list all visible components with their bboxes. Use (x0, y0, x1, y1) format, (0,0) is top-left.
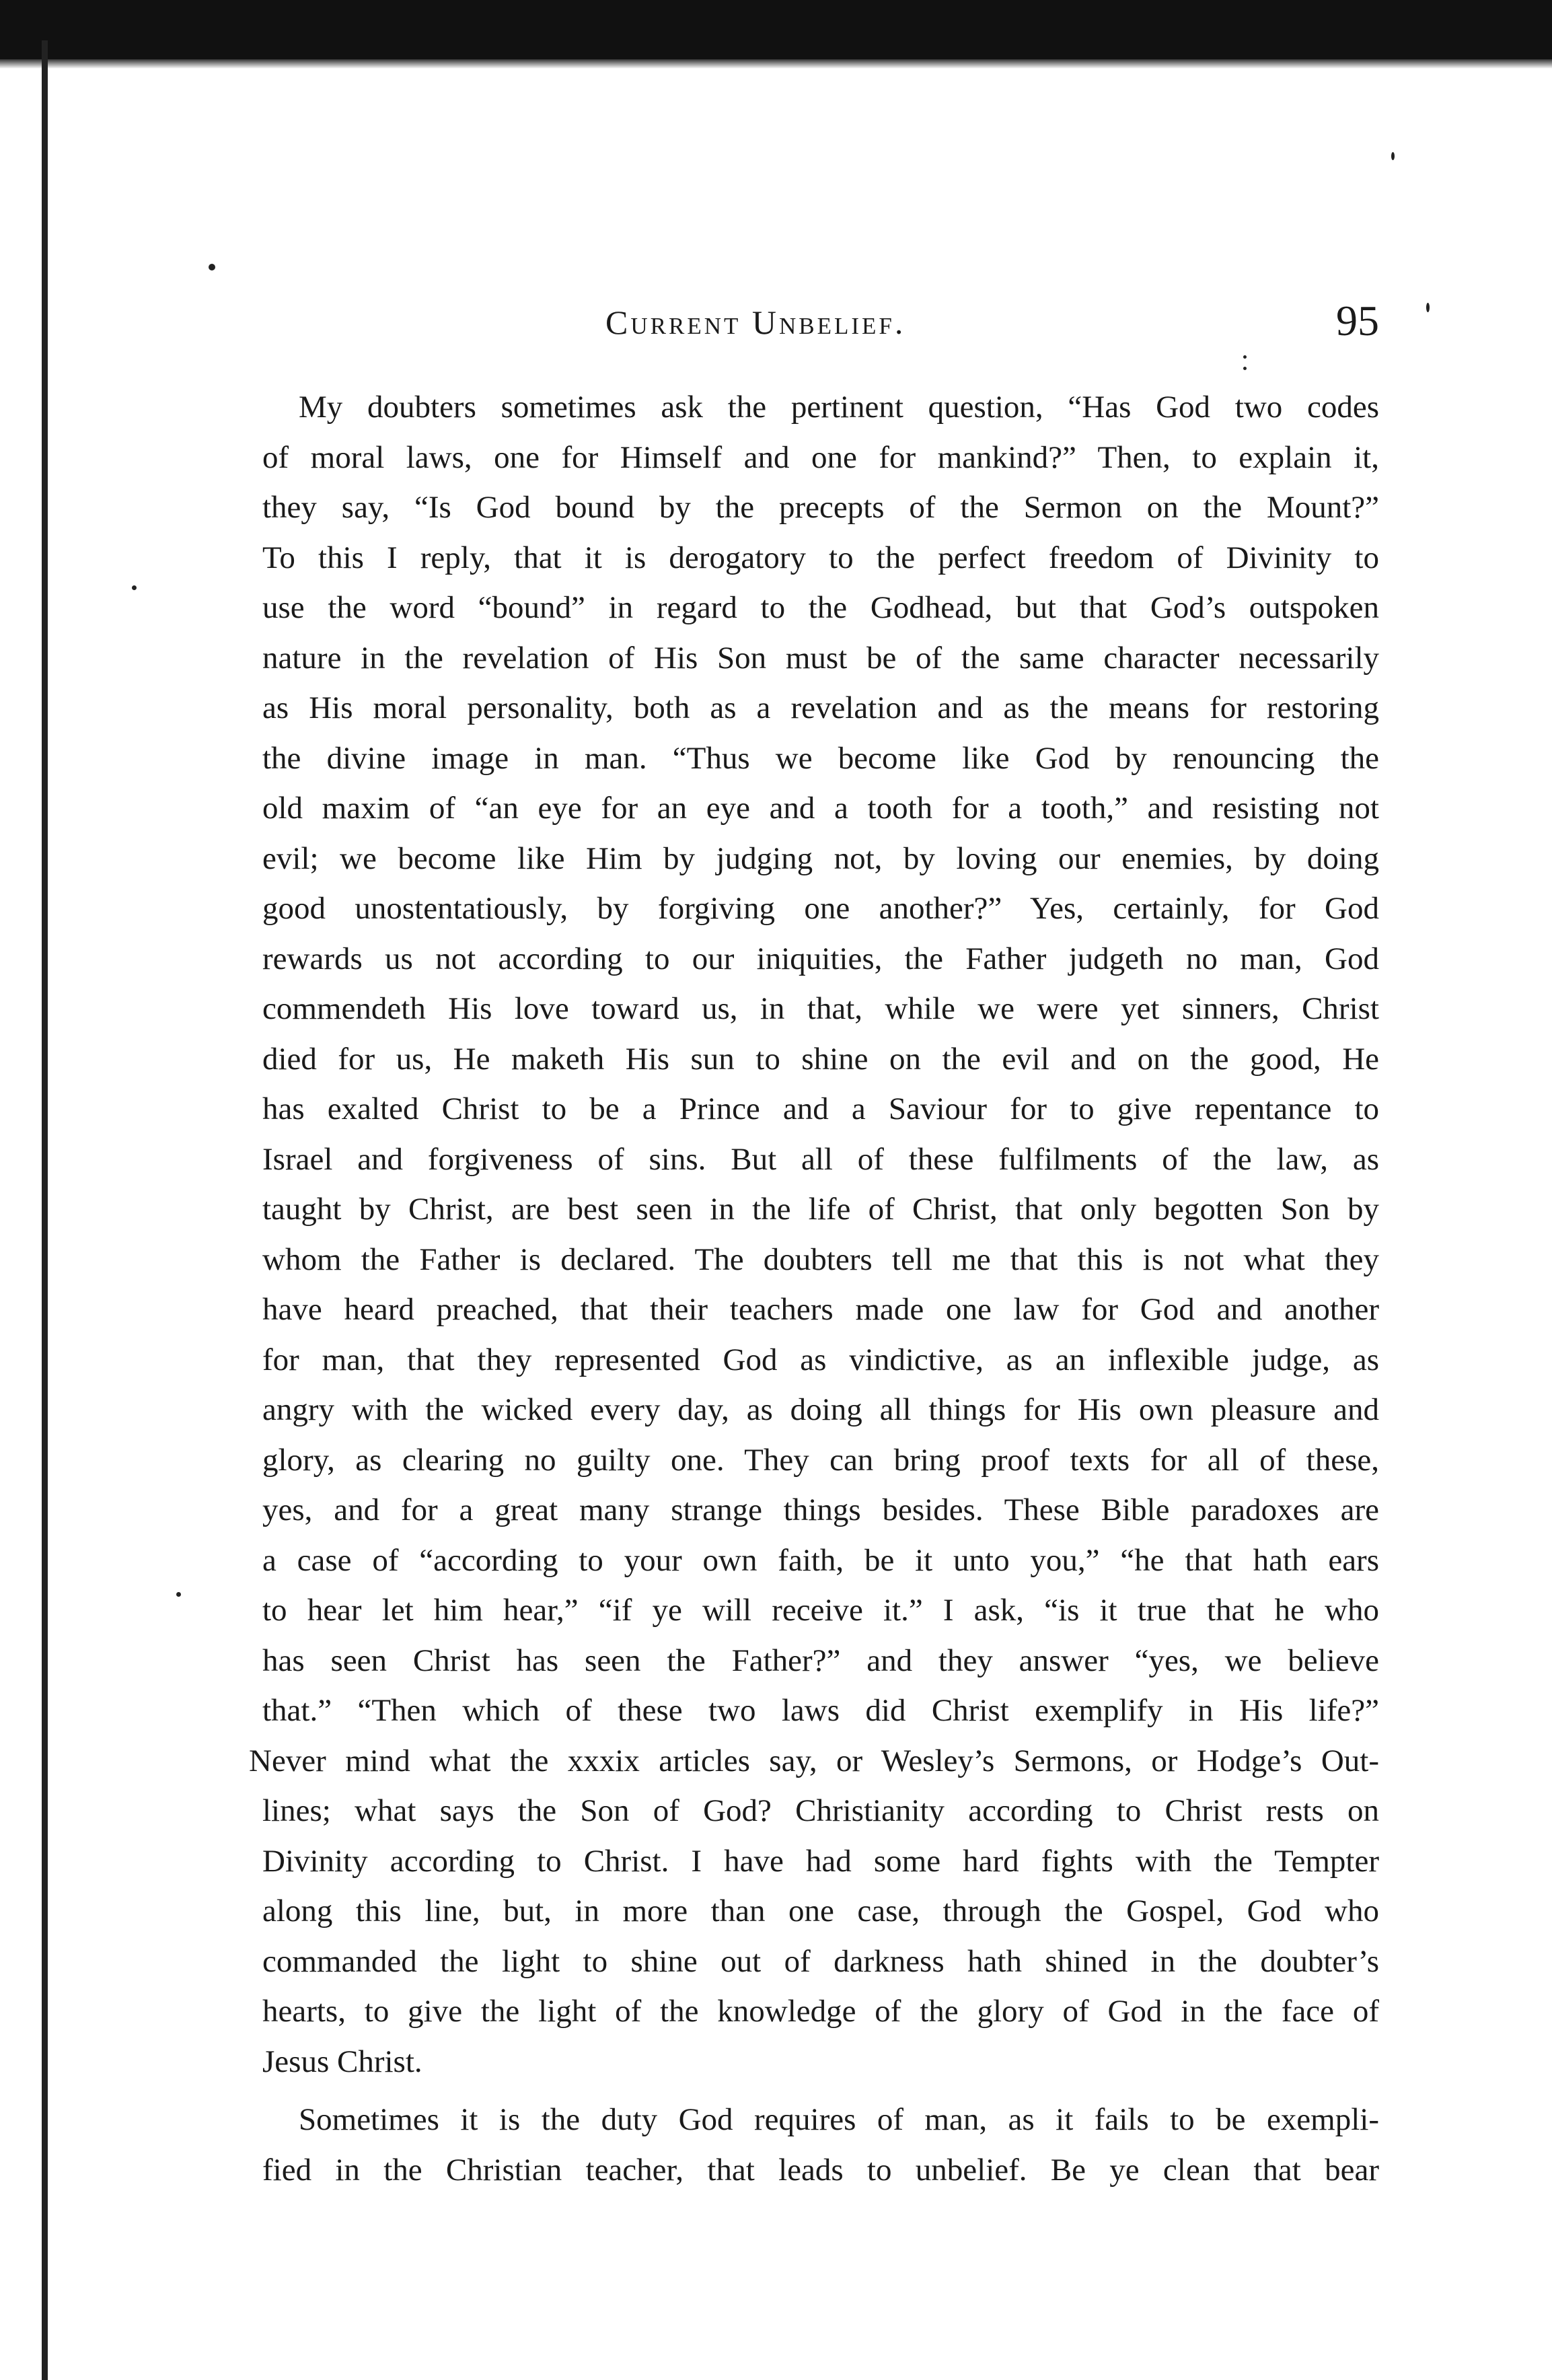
body-text (249, 382, 1379, 2195)
scan-speck (1391, 152, 1395, 160)
text-line: hearts, to give the light of the knowledge of the glory of God in the face of (262, 1994, 1379, 2029)
text-line: nature in the revelation of His Son must be of the same character necessarily (262, 640, 1379, 676)
text-line: a case of “according to your own faith, be it unto you,” “he that hath ears (262, 1542, 1379, 1578)
running-title: Current Unbelief. (605, 303, 906, 341)
running-head (262, 291, 1379, 365)
text-line: Israel and forgiveness of sins. But all of these fulfilments of the law, as (262, 1141, 1379, 1177)
text-line: glory, as clearing no guilty one. They can bring proof texts for all of these, (262, 1442, 1379, 1478)
text-line: commanded the light to shine out of darkness hath shined in the doubter’s (262, 1943, 1379, 1979)
text-line: evil; we become like Him by judging not, by loving our enemies, by doing (262, 840, 1379, 876)
scan-speck (209, 264, 215, 271)
text-line: yes, and for a great many strange things besides. These Bible paradoxes are (262, 1492, 1379, 1527)
scan-speck (1243, 367, 1247, 370)
text-line: died for us, He maketh His sun to shine on the evil and on the good, He (262, 1041, 1379, 1077)
text-line: for man, that they represented God as vindictive, as an inflexible judge, as (262, 1342, 1379, 1377)
text-line: good unostentatiously, by forgiving one another?” Yes, certainly, for God (262, 891, 1379, 926)
text-line: Divinity according to Christ. I have had some hard fights with the Tempter (262, 1843, 1379, 1879)
page-number: 95 (1336, 297, 1379, 345)
text-line: commendeth His love toward us, in that, while we were yet sinners, Christ (262, 991, 1379, 1026)
text-line: angry with the wicked every day, as doing all things for His own pleasure and (262, 1392, 1379, 1427)
text-line: fied in the Christian teacher, that leads to unbelief. Be ye clean that bear (262, 2152, 1379, 2188)
text-line: old maxim of “an eye for an eye and a tooth for a tooth,” and resisting not (262, 791, 1379, 826)
text-line: To this I reply, that it is derogatory to the perfect freedom of Divinity to (262, 540, 1379, 575)
text-line: as His moral personality, both as a revelation and as the means for restoring (262, 690, 1379, 725)
text-line: My doubters sometimes ask the pertinent question, “Has God two codes (299, 390, 1379, 425)
text-line: use the word “bound” in regard to the Godhead, but that God’s outspoken (262, 590, 1379, 625)
text-line: Sometimes it is the duty God requires of man, as it fails to be exempli- (299, 2102, 1379, 2137)
text-line: has seen Christ has seen the Father?” and they answer “yes, we believe (262, 1643, 1379, 1678)
text-line: has exalted Christ to be a Prince and a Saviour for to give repentance to (262, 1091, 1379, 1126)
text-line: have heard preached, that their teachers made one law for God and another (262, 1292, 1379, 1327)
text-line: to hear let him hear,” “if ye will receive it.” I ask, “is it true that he who (262, 1593, 1379, 1628)
text-line: taught by Christ, are best seen in the life of Christ, that only begotten Son by (262, 1192, 1379, 1227)
text-line: along this line, but, in more than one case, through the Gospel, God who (262, 1894, 1379, 1928)
text-line: lines; what says the Son of God? Christianity according to Christ rests on (262, 1793, 1379, 1828)
scan-border-top (0, 0, 1552, 59)
text-line: that.” “Then which of these two laws did Christ exemplify in His life?” (262, 1693, 1379, 1728)
scan-speck (1426, 303, 1430, 312)
text-line: Never mind what the xxxix articles say, or Wesley’s Sermons, or Hodge’s Out- (249, 1743, 1379, 1778)
text-line: rewards us not according to our iniquities, the Father judgeth no man, God (262, 941, 1379, 976)
scan-border-left (42, 40, 48, 2380)
scan-border-shadow (0, 59, 1552, 69)
scan-speck (176, 1592, 181, 1597)
scan-speck (132, 585, 137, 590)
text-line: they say, “Is God bound by the precepts of the Sermon on the Mount?” (262, 490, 1379, 525)
text-line: whom the Father is declared. The doubters tell me that this is not what they (262, 1241, 1379, 1277)
text-line: the divine image in man. “Thus we become like God by renouncing the (262, 740, 1379, 776)
text-line: of moral laws, one for Himself and one for mankind?” Then, to explain it, (262, 439, 1379, 475)
text-line: Jesus Christ. (262, 2044, 422, 2079)
